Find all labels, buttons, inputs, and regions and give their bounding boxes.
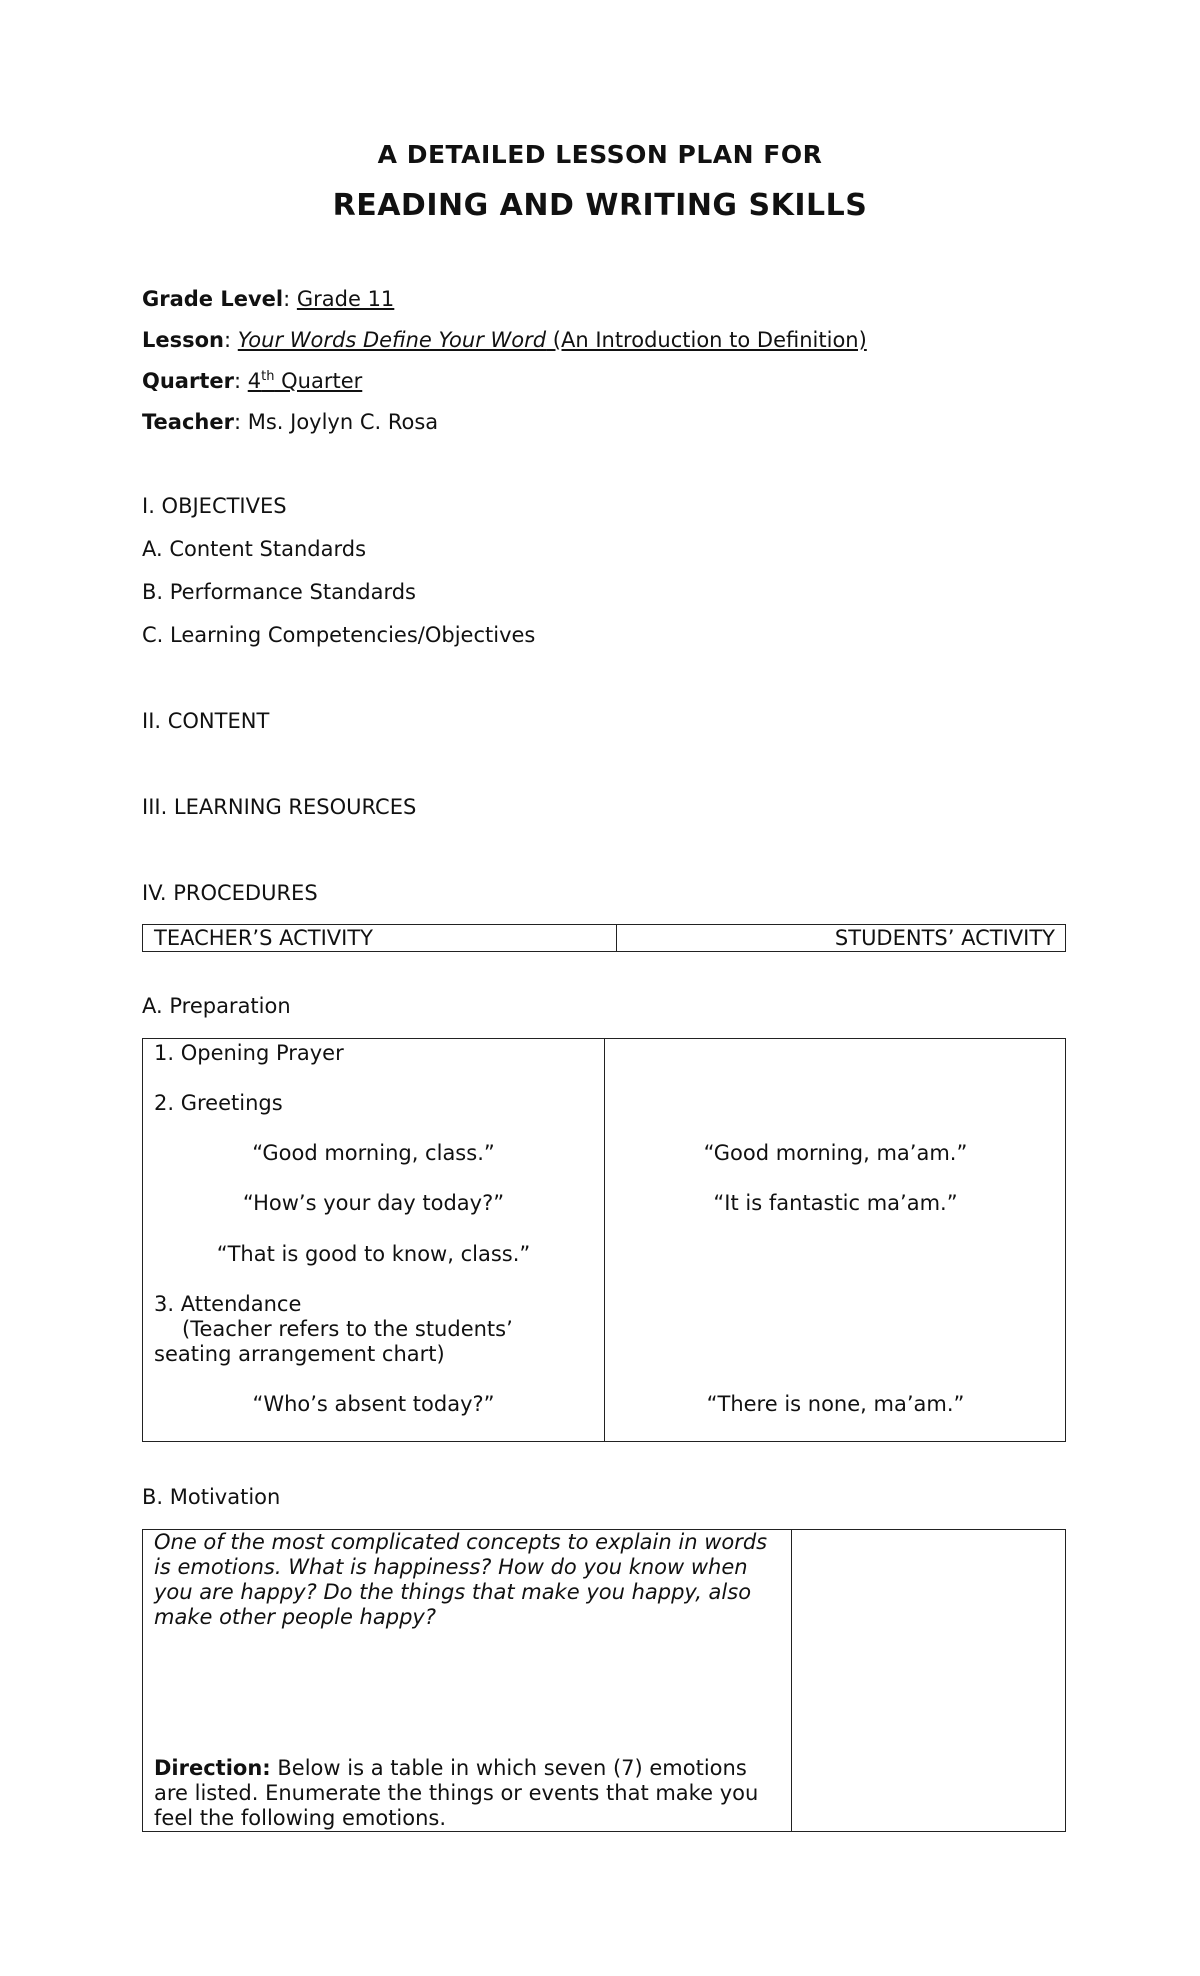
student-good-morning: “Good morning, ma’am.” bbox=[703, 1141, 968, 1165]
quarter-value bbox=[248, 369, 363, 393]
activity-header-table bbox=[142, 924, 1066, 952]
separator: : bbox=[233, 369, 248, 393]
teacher-whos-absent: “Who’s absent today?” bbox=[252, 1392, 495, 1416]
direction-text: Below is a table in which seven (7) emotions are listed. Enumerate the things or events that make you feel the following emotions. bbox=[154, 1756, 759, 1830]
section-performance-standards: B. Performance Standards bbox=[142, 580, 416, 604]
students-activity-header: STUDENTS’ ACTIVITY bbox=[617, 925, 1066, 952]
motivation-direction bbox=[154, 1756, 779, 1831]
section-content-standards: A. Content Standards bbox=[142, 537, 367, 561]
lesson-line bbox=[142, 328, 867, 352]
motivation-teacher-cell bbox=[143, 1530, 792, 1832]
teacher-line bbox=[142, 410, 438, 434]
quarter-label: Quarter bbox=[142, 369, 234, 393]
teacher-activity-header: TEACHER’S ACTIVITY bbox=[143, 925, 617, 952]
lesson-value bbox=[238, 328, 867, 352]
teacher-good-to-know: “That is good to know, class.” bbox=[216, 1242, 531, 1266]
section-learning-resources: III. LEARNING RESOURCES bbox=[142, 795, 417, 819]
grade-level-value: Grade 11 bbox=[296, 287, 395, 311]
lesson-label: Lesson bbox=[142, 328, 225, 352]
preparation-table bbox=[142, 1038, 1066, 1442]
quarter-line bbox=[142, 369, 362, 393]
attendance-note-line-2: seating arrangement chart) bbox=[154, 1342, 445, 1366]
section-objectives: I. OBJECTIVES bbox=[142, 494, 287, 518]
lesson-subtitle: (An Introduction to Definition) bbox=[546, 328, 867, 352]
teacher-label: Teacher bbox=[142, 410, 234, 434]
quarter-word: Quarter bbox=[274, 369, 363, 393]
attendance-note-line-1: (Teacher refers to the students’ bbox=[182, 1317, 513, 1341]
section-competencies: C. Learning Competencies/Objectives bbox=[142, 623, 536, 647]
direction-label: Direction: bbox=[154, 1756, 271, 1780]
separator: : bbox=[224, 328, 238, 352]
student-none-absent: “There is none, ma’am.” bbox=[706, 1392, 965, 1416]
attendance: 3. Attendance bbox=[154, 1292, 302, 1316]
preparation-students-cell bbox=[605, 1039, 1066, 1442]
greetings: 2. Greetings bbox=[154, 1091, 283, 1115]
motivation-students-cell bbox=[792, 1530, 1066, 1832]
opening-prayer: 1. Opening Prayer bbox=[154, 1041, 344, 1065]
student-fantastic: “It is fantastic ma’am.” bbox=[713, 1191, 958, 1215]
teacher-good-morning: “Good morning, class.” bbox=[252, 1141, 495, 1165]
quarter-number: 4 bbox=[247, 369, 262, 393]
section-procedures: IV. PROCEDURES bbox=[142, 881, 318, 905]
separator: : bbox=[233, 410, 248, 434]
motivation-table bbox=[142, 1529, 1066, 1832]
preparation-teacher-cell bbox=[143, 1039, 605, 1442]
section-preparation: A. Preparation bbox=[142, 994, 291, 1018]
title-line-1: A DETAILED LESSON PLAN FOR bbox=[377, 140, 823, 169]
title-line-2: READING AND WRITING SKILLS bbox=[332, 188, 868, 223]
motivation-intro: One of the most complicated concepts to explain in words is emotions. What is happiness? How do you know when you are happy? Do the things that make you happy, also make other people happy? bbox=[154, 1530, 768, 1629]
teacher-hows-day: “How’s your day today?” bbox=[242, 1191, 505, 1215]
separator: : bbox=[283, 287, 297, 311]
section-motivation: B. Motivation bbox=[142, 1485, 281, 1509]
grade-level-label: Grade Level bbox=[142, 287, 284, 311]
teacher-value: Ms. Joylyn C. Rosa bbox=[247, 410, 439, 434]
quarter-superscript: th bbox=[261, 369, 275, 384]
grade-level-line bbox=[142, 287, 394, 311]
lesson-title: Your Words Define Your Word bbox=[237, 328, 547, 352]
section-content: II. CONTENT bbox=[142, 709, 270, 733]
